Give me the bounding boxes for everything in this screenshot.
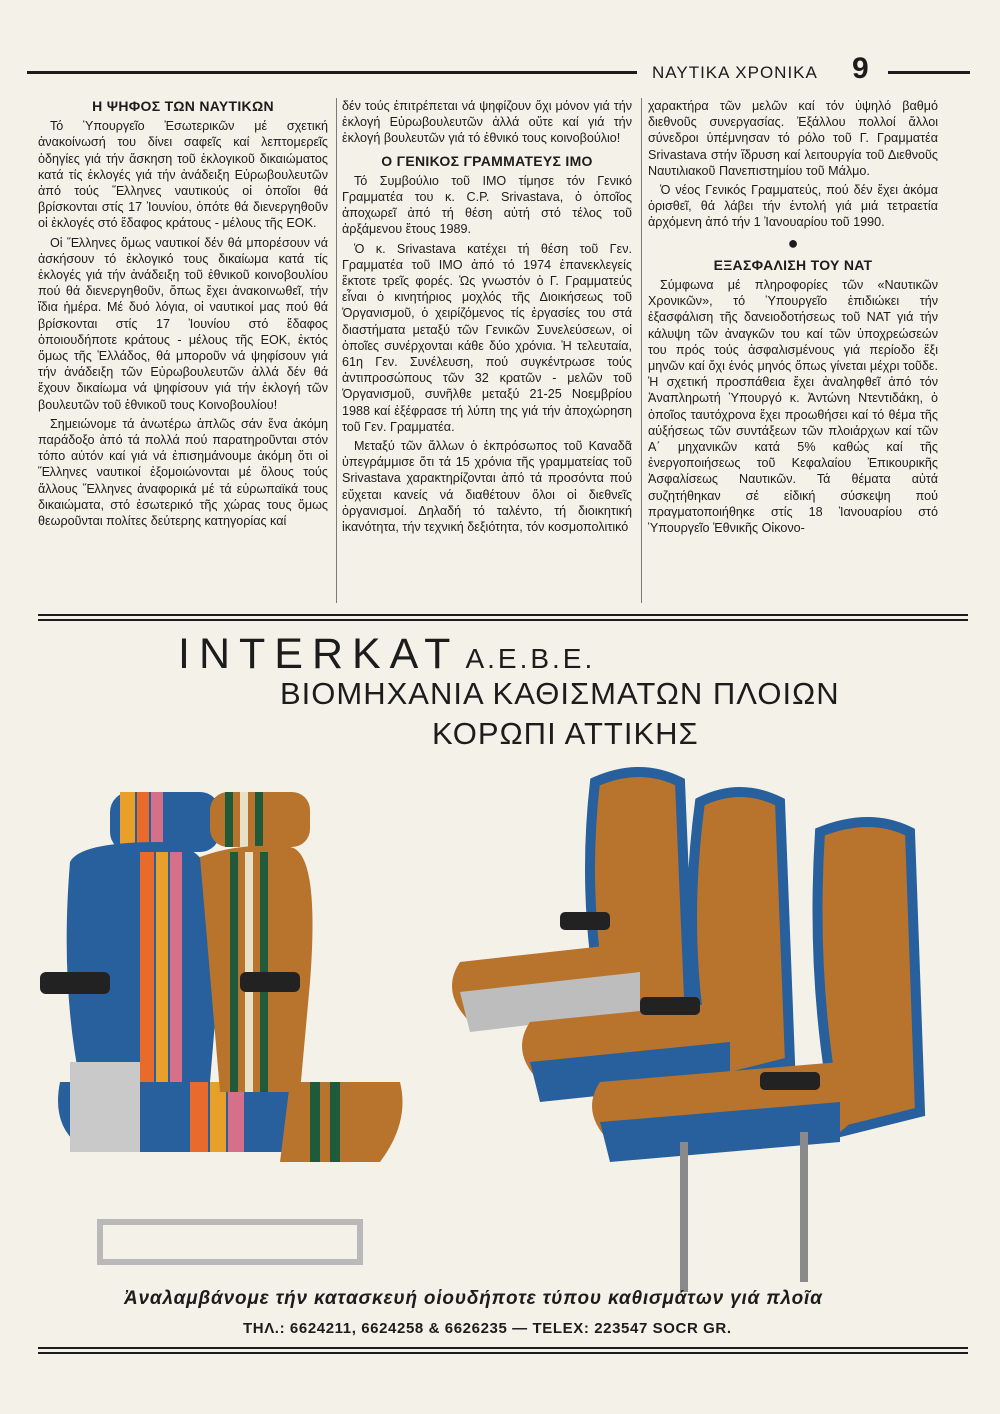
ad-brand-name: INTERKAT <box>178 630 460 678</box>
ad-contact-info: ΤΗΛ.: 6624211, 6624258 & 6626235 — TELEX: 223547 SOCR GR. <box>243 1320 732 1337</box>
ad-top-rule <box>38 614 968 616</box>
page-number: 9 <box>852 52 869 85</box>
article-paragraph: Ὁ κ. Srivastava κατέχει τή θέση τοῦ Γεν. Γραμματέα τοῦ ΙΜΟ ἀπό τό 1974 ἐπανεκλεγείς ἔκτοτε τρεῖς φορές. Ὡς γνωστόν ὁ Γ. Γραμματεύς εἶναι ὁ κινητήριος μοχλός τῆς Διοικήσεως τοῦ Ὀργανισμοῦ, ὁ χειρίζόμενος τίς ἐργασίες του στά διαστήματα μεταξύ τῶν Γενικῶν Συνελεύσεων, οἱ ὁποῖες συνέρχονται κάθε δύο χρόνια. Ἡ τελευταία, 61η Γεν. Συνέλευση, πού συγκέντρωσε τούς ἀντιπροσώπους τῶν 32 κρατῶν - μελῶν τοῦ Ὀργανισμοῦ, συνῆλθε μεταξύ 21-25 Νοεμβρίου 1988 καί ἐξέφρασε τή λύπη της γιά τήν ἀποχώρηση τοῦ Γεν. Γραμματέα. <box>342 241 632 434</box>
ad-location: ΚΟΡΩΠΙ ΑΤΤΙΚΗΣ <box>432 716 699 751</box>
article-title-nat: ΕΞΑΣΦΑΛΙΣΗ ΤΟΥ ΝΑΤ <box>713 256 873 273</box>
article-paragraph: Οἱ Ἕλληνες ὅμως ναυτικοί δέν θά μπορέσουν νά ἀσκήσουν τό ἐκλογικό τους δικαίωμα κατά τίς ἐκλογές γιά τήν ἀνάδειξη τοῦ ἐθνικοῦ κοινοβουλίου πού θά διενεργηθοῦν, ὅπως ἔχει ἀνακοινωθεῖ, τήν ἴδια ἡμέρα. Μέ δυό λόγια, οἱ ναυτικοί μας πού θά βρίσκονται στίς 17 Ἰουνίου στό ἔδαφος ὁποιουδήποτε κράτους - μέλους τῆς ΕΟΚ, ἐκτός ὅμως τῆς Ἑλλάδος, θά μποροῦν νά ψηφίσουν γιά τήν ἀνάδειξη τῶν Εὐρωβουλευτῶν ἀλλά δέν θά ἔχουν δικαίωμα νά ψηφίσουν γιά τήν ἐκλογή τῶν βουλευτῶν τοῦ ἐθνικοῦ τους Κοινοβουλίου! <box>38 235 328 412</box>
ad-top-rule <box>38 619 968 621</box>
ad-brand <box>178 630 595 679</box>
ad-brand-suffix: A.E.B.E. <box>465 643 596 674</box>
ad-bottom-rule <box>38 1347 968 1349</box>
column-divider <box>641 98 642 603</box>
article-paragraph: Τό Συμβούλιο τοῦ ΙΜΟ τίμησε τόν Γενικό Γραμματέα του κ. C.P. Srivastava, ὁ ὁποῖος ἀποχωρεῖ ἀπό τή θέση αὐτή στό τέλος τοῦ ἀρξάμενου ἔτους 1989. <box>342 173 632 237</box>
column-3 <box>648 98 938 539</box>
article-paragraph: Τό Ὑπουργεῖο Ἐσωτερικῶν μέ σχετική ἀνακοίνωσή του δίνει σαφεῖς καί λεπτομερεῖς ὁδηγίες γιά τήν ἄσκηση τοῦ ἐκλογικοῦ δικαιώματος κατά τίς ἐκλογές γιά τήν ἀνάδειξη Εὐρωβουλευτῶν ἀπό τούς Ἕλληνες ναυτικούς οἱ ὁποῖοι θά βρίσκονται στίς 17 Ἰουνίου, ὁπότε θά διενεργηθοῦν οἱ ἐκλογές στό ἔδαφος κράτους - μέλους τῆς ΕΟΚ. <box>38 119 328 231</box>
tan-seat-row <box>452 772 920 1292</box>
header-rule-left <box>27 71 637 74</box>
ad-bottom-rule <box>38 1352 968 1354</box>
article-paragraph: Σύμφωνα μέ πληροφορίες τῶν «Ναυτικῶν Χρονικῶν», τό Ὑπουργεῖο ἐπιδιώκει τήν ἐξασφάλιση τῆς δανειοδοτήσεως τοῦ ΝΑΤ γιά τήν κάλυψη τῶν ἀναγκῶν του καί τῶν ὑποχρεώσεών του πρός τούς ἀσφαλισμένους γιά περίοδο ἕξι μηνῶν καί ὄχι ἑνός μηνός ὅπως γίνεται μέχρι τοῦδε. Ἡ σχετική προσπάθεια ἔχει ἀναληφθεῖ ἀπό τόν Ἀναπληρωτή Ὑπουργό κ. Ἀντώνη Ντεντιδάκη, ὁ ὁποῖος ταυτόχρονα ἔχει προωθήσει καί τό θέμα τῆς αὐξήσεως τῶν συντάξεων τῶν πλοιάρχων καί τῶν Α΄ μηχανικῶν κατά 5% καθώς καί τῆς ἐνεργοποιήσεως τοῦ Κεφαλαίου Ἐπικουρικῆς Ἀσφαλίσεως Ναυτικῶν. Τά θέματα αὐτά συζητήθηκαν σέ εἰδική σύσκεψη πού πραγματοποιήθηκε στίς 18 Ἰανουαρίου στό Ὑπουργεῖο Ἐθνικῆς Οἰκονο- <box>648 278 938 536</box>
header-rule-right <box>888 71 970 74</box>
article-title-vote: Η ΨΗΦΟΣ ΤΩΝ ΝΑΥΤΙΚΩΝ <box>92 98 274 114</box>
section-separator-bullet: ● <box>787 232 799 253</box>
article-paragraph: δέν τούς ἐπιτρέπεται νά ψηφίζουν ὄχι μόνον γιά τήν ἐκλογή Εὐρωβουλευτῶν ἀλλά οὔτε καί γιά τήν ἐκλογή βουλευτῶν γιά τό ἐθνικό τους κοινοβούλιο! <box>342 99 632 146</box>
article-paragraph: Μεταξύ τῶν ἄλλων ὁ ἐκπρόσωπος τοῦ Καναδᾶ ὑπεγράμμισε ὅτι τά 15 χρόνια τῆς γραμματείας τοῦ Srivastava χαρακτηρίζονται ἀπό τά προσόντα πού εὔχεται κανείς νά διαθέτουν ὅλοι οἱ διεθνεῖς ὀργανισμοί. Δηλαδή τό ταλέντο, τή διοικητική ἱκανότητα, τήν τεχνική δεξιότητα, τόν κοσμοπολιτικό <box>342 439 632 535</box>
journal-title: ΝΑΥΤΙΚΑ ΧΡΟΝΙΚΑ <box>652 63 818 82</box>
ship-seats-photo <box>40 762 970 1302</box>
article-paragraph: Ὁ νέος Γενικός Γραμματεύς, πού δέν ἔχει ἀκόμα ὁρισθεῖ, θά λάβει τήν ἐντολή γιά μιά τετραετία ἀρχόμενη ἀπό τήν 1 Ἰανουαρίου τοῦ 1990. <box>648 183 938 230</box>
article-paragraph: Σημειώνομε τά ἀνωτέρω ἁπλῶς σάν ἕνα ἀκόμη παράδοξο ἀπό τά πολλά πού παρατηροῦνται στόν τόπο αὐτόν καί γιά νά ἐπισημάνουμε ἀκόμη ὅτι οἱ Ἕλληνες ναυτικοί ἐξομοιώνονται μέ ὅλους τούς ἄλλους Ἕλληνες ἀναφορικά μέ τά εὐρωπαϊκά τους δικαιώματα, στό ἐσωτερικό τῆς χώρας τους ὅμως θεωροῦνται πολίτες δεύτερης κατηγορίας καί <box>38 416 328 529</box>
column-2 <box>342 98 632 538</box>
column-divider <box>336 98 337 603</box>
column-1 <box>38 98 328 532</box>
article-paragraph: χαρακτήρα τῶν μελῶν καί τόν ὑψηλό βαθμό διεθνοῦς συνεργασίας. Ἐξάλλου πολλοί ἄλλοι σύνεδροι ὑπέμνησαν τό ρόλο τοῦ Γ. Γραμματέα Srivastava στήν ἵδρυση καί λειτουργία τοῦ Διεθνοῦς Ναυτιλιακοῦ Πανεπιστημίου τοῦ Μάλμο. <box>648 99 938 178</box>
ad-tagline: ΒΙΟΜΗΧΑΝΙΑ ΚΑΘΙΣΜΑΤΩΝ ΠΛΟΙΩΝ <box>280 676 840 711</box>
ad-slogan: Ἀναλαμβάνομε τήν κατασκευή οἱουδήποτε τύπου καθισμάτων γιά πλοῖα <box>124 1288 823 1309</box>
article-title-imo: Ο ΓΕΝΙΚΟΣ ΓΡΑΜΜΑΤΕΥΣ ΙΜΟ <box>381 152 593 169</box>
